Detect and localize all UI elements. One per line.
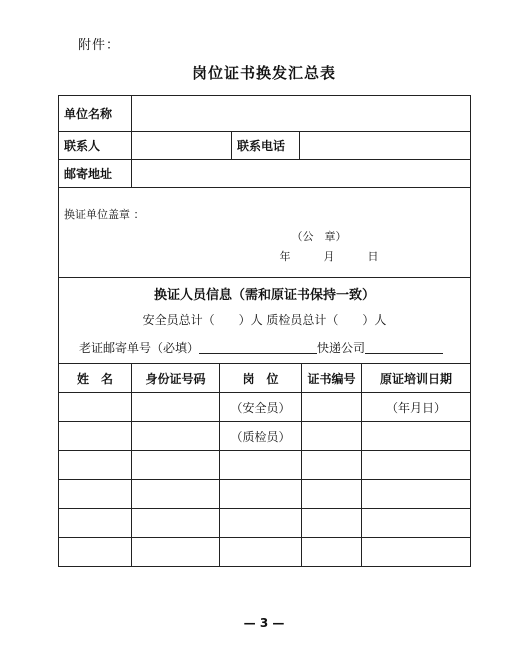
phone-field[interactable] xyxy=(300,132,470,159)
seal-label: 换证单位盖章 ： xyxy=(64,208,145,221)
page-title: 岗位证书换发汇总表 xyxy=(191,64,336,82)
contact-label: 联系人 xyxy=(64,139,101,153)
unit-name-label: 单位名称 xyxy=(64,107,113,121)
row-1-position: （安全员） xyxy=(230,400,291,415)
attachment-label: 附件： xyxy=(78,38,121,53)
row-2-position: （质检员） xyxy=(230,429,291,444)
contact-field[interactable] xyxy=(132,132,231,159)
header-cert-number: 证书编号 xyxy=(307,371,356,386)
row-1-training-date: （年月日） xyxy=(385,400,446,415)
header-name: 姓 名 xyxy=(76,371,113,386)
phone-label: 联系电话 xyxy=(237,139,286,153)
summary-form-table xyxy=(58,95,471,567)
header-id-number: 身份证号码 xyxy=(145,371,206,386)
address-label: 邮寄地址 xyxy=(64,167,113,181)
header-training-date: 原证培训日期 xyxy=(379,371,452,386)
unit-name-field[interactable] xyxy=(132,96,470,131)
address-field[interactable] xyxy=(132,160,470,187)
mail-number-line xyxy=(79,336,470,358)
date-line: 年 月 日 xyxy=(279,250,379,263)
section-heading: 换证人员信息（需和原证书保持一致） xyxy=(153,287,375,303)
mail-number-label: 老证邮寄单号（必填） xyxy=(79,340,200,355)
page-number: — 3 — xyxy=(243,616,285,630)
header-position: 岗 位 xyxy=(242,371,279,386)
seal-note: （公 章） xyxy=(291,230,347,243)
courier-label: 快递公司 xyxy=(317,340,366,355)
counts-line: 安全员总计（ ）人 质检员总计（ ）人 xyxy=(142,312,387,327)
mail-number-blank[interactable] xyxy=(199,341,317,354)
courier-blank[interactable] xyxy=(365,341,443,354)
